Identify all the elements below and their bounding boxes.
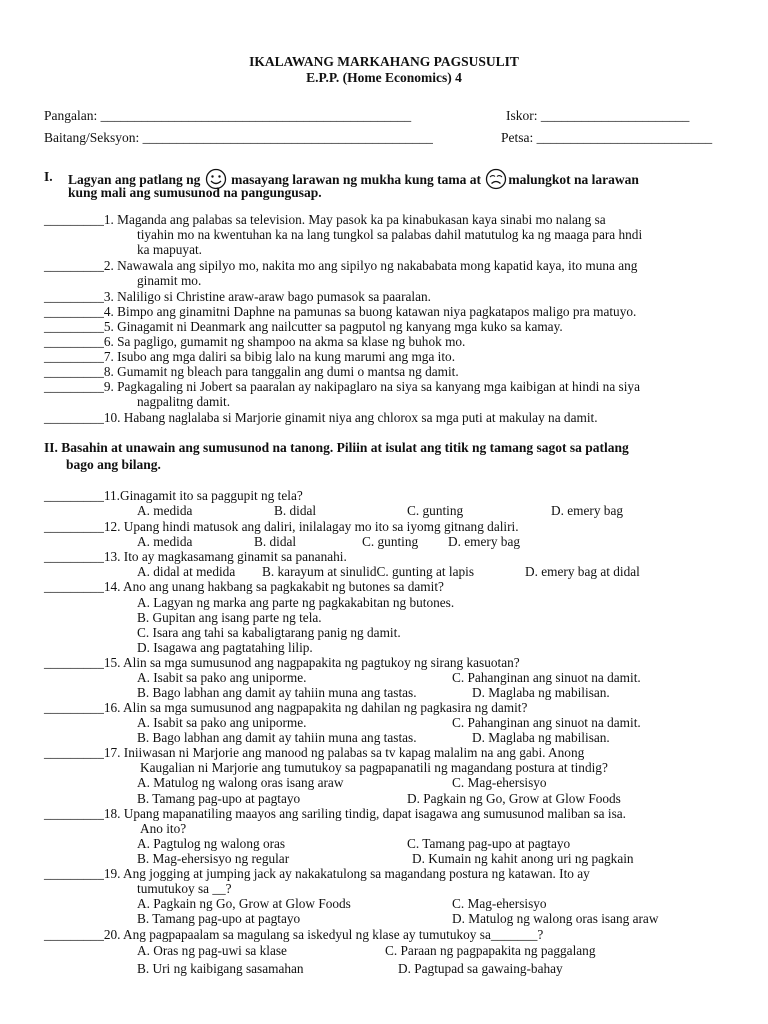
grade-section-field[interactable]: Baitang/Seksyon: ___________________________________________: [44, 130, 433, 145]
choice: D. Kumain ng kahit anong uri ng pagkain: [412, 851, 634, 866]
item-9-cont: nagpalitng damit.: [137, 394, 231, 409]
item-12: _________12. Upang hindi matusok ang daliri, inilalagay mo ito sa iyomg gitnang daliri.: [44, 519, 519, 534]
choice: C. Pahanginan ang sinuot na damit.: [452, 670, 641, 685]
choice: C. Tamang pag-upo at pagtayo: [407, 836, 571, 851]
choice: B. Uri ng kaibigang sasamahan: [137, 961, 304, 976]
choice: D. Matulog ng walong oras isang araw: [452, 911, 659, 926]
exam-title: IKALAWANG MARKAHANG PAGSUSULIT: [249, 54, 519, 69]
item-11: _________11.Ginagamit ito sa paggupit ng tela?: [44, 488, 303, 503]
choice: B. Bago labhan ang damit ay tahiin muna ang tastas.: [137, 685, 417, 700]
item-20: _________20. Ang pagpapaalam sa magulang sa iskedyul ng klase ay tumutukoy sa_______?: [44, 927, 544, 942]
choice: A. Pagkain ng Go, Grow at Glow Foods: [137, 896, 351, 911]
score-field[interactable]: Iskor: ______________________: [506, 108, 690, 123]
choice: B. Bago labhan ang damit ay tahiin muna ang tastas.: [137, 730, 417, 745]
item-2: _________2. Nawawala ang sipilyo mo, nakita mo ang sipilyo ng nakababata mong kapatid kaya, ito muna ang: [44, 258, 638, 273]
choice: A. Matulog ng walong oras isang araw: [137, 775, 344, 790]
choice: C. Mag-ehersisyo: [452, 775, 547, 790]
choice: A. medida: [137, 503, 193, 518]
choice: C. Mag-ehersisyo: [452, 896, 547, 911]
item-9: _________9. Pagkagaling ni Jobert sa paaralan ay nakipaglaro na siya sa kanyang mga kaibigan at hindi na siya: [44, 379, 640, 394]
choice: B. Mag-ehersisyo ng regular: [137, 851, 290, 866]
item-5: _________5. Ginagamit ni Deanmark ang nailcutter sa pagputol ng kanyang mga kuko sa kamay.: [44, 319, 563, 334]
section-2-instructions-line1: II. Basahin at unawain ang sumusunod na tanong. Piliin at isulat ang titik ng tamang sagot sa patlang: [44, 440, 629, 455]
item-3: _________3. Naliligo si Christine araw-araw bago pumasok sa paaralan.: [44, 289, 431, 304]
choice: A. medida: [137, 534, 193, 549]
choice: A. Lagyan ng marka ang parte ng pagkakabitan ng butones.: [137, 595, 455, 610]
item-8: _________8. Gumamit ng bleach para tanggalin ang dumi o mantsa ng damit.: [44, 364, 459, 379]
item-17: _________17. Iniiwasan ni Marjorie ang manood ng palabas sa tv kapag malalim na ang gabi. Anong: [44, 745, 585, 760]
choice: D. emery bag at didal: [525, 564, 640, 579]
item-6: _________6. Sa pagligo, gumamit ng shampoo na akma sa klase ng buhok mo.: [44, 334, 466, 349]
choice: C. Paraan ng pagpapakita ng paggalang: [385, 943, 596, 958]
item-14: _________14. Ano ang unang hakbang sa pagkakabit ng butones sa damit?: [44, 579, 444, 594]
choice: D. Maglaba ng mabilisan.: [472, 730, 610, 745]
section-2-instructions-line2: bago ang bilang.: [66, 457, 161, 472]
choice: B. didal: [274, 503, 317, 518]
choice: D. Isagawa ang pagtatahing lilip.: [137, 640, 313, 655]
choice: C. Pahanginan ang sinuot na damit.: [452, 715, 641, 730]
item-1-cont: ka mapuyat.: [137, 242, 202, 257]
item-2-cont: ginamit mo.: [137, 273, 202, 288]
choice: C. gunting: [407, 503, 464, 518]
item-1-cont: tiyahin mo na kwentuhan ka na lang tungkol sa palabas dahil matutulog ka ng maaga para hndi: [137, 227, 643, 242]
choice: D. emery bag: [448, 534, 520, 549]
choice: A. Isabit sa pako ang uniporme.: [137, 715, 307, 730]
choice: B. karayum at sinulidC. gunting at lapis: [262, 564, 474, 579]
choice: B. Gupitan ang isang parte ng tela.: [137, 610, 322, 625]
item-13: _________13. Ito ay magkasamang ginamit sa pananahi.: [44, 549, 347, 564]
choice: B. Tamang pag-upo at pagtayo: [137, 911, 301, 926]
section-1-text-c: malungkot na larawan: [508, 172, 639, 188]
choice: A. Oras ng pag-uwi sa klase: [137, 943, 287, 958]
section-1-number: I.: [44, 169, 53, 184]
choice: A. didal at medida: [137, 564, 236, 579]
item-18-cont: Ano ito?: [140, 821, 187, 836]
choice: D. emery bag: [551, 503, 623, 518]
choice: D. Pagkain ng Go, Grow at Glow Foods: [407, 791, 621, 806]
item-15: _________15. Alin sa mga sumusunod ang nagpapakita ng pagtukoy ng sirang kasuotan?: [44, 655, 520, 670]
date-field[interactable]: Petsa: __________________________: [501, 130, 713, 145]
item-1: _________1. Maganda ang palabas sa television. May pasok ka pa kinabukasan kaya sinabi mo nalang sa: [44, 212, 606, 227]
choice: B. didal: [254, 534, 297, 549]
choice: D. Maglaba ng mabilisan.: [472, 685, 610, 700]
section-1-text-a: Lagyan ang patlang ng: [68, 172, 201, 188]
item-4: _________4. Bimpo ang ginamitni Daphne na pamunas sa buong katawan niya pagkatapos maligo pra matuyo.: [44, 304, 637, 319]
item-17-cont: Kaugalian ni Marjorie ang tumutukoy sa pagpapanatili ng magandang postura at tindig?: [140, 760, 608, 775]
item-10: _________10. Habang naglalaba si Marjorie ginamit niya ang chlorox sa mga puti at makulay na damit.: [44, 410, 598, 425]
sad-face-icon: [484, 168, 508, 194]
item-7: _________7. Isubo ang mga daliri sa bibig lalo na kung marumi ang mga ito.: [44, 349, 456, 364]
exam-subtitle: E.P.P. (Home Economics) 4: [306, 70, 462, 85]
choice: A. Pagtulog ng walong oras: [137, 836, 286, 851]
item-19: _________19. Ang jogging at jumping jack ay nakakatulong sa magandang postura ng katawan. Ito ay: [44, 866, 590, 881]
choice: B. Tamang pag-upo at pagtayo: [137, 791, 301, 806]
item-16: _________16. Alin sa mga sumusunod ang nagpapakita ng dahilan ng pagkasira ng damit?: [44, 700, 528, 715]
name-field[interactable]: Pangalan: ______________________________________________: [44, 108, 412, 123]
choice: C. Isara ang tahi sa kabaligtarang panig ng damit.: [137, 625, 401, 640]
section-1-text-b: masayang larawan ng mukha kung tama at: [231, 172, 481, 188]
item-19-cont: tumutukoy sa __?: [137, 881, 232, 896]
item-18: _________18. Upang mapanatiling maayos ang sariling tindig, dapat isagawa ang sumusunod maliban sa isa.: [44, 806, 626, 821]
choice: D. Pagtupad sa gawaing-bahay: [398, 961, 563, 976]
choice: C. gunting: [362, 534, 419, 549]
choice: A. Isabit sa pako ang uniporme.: [137, 670, 307, 685]
section-1-text-d: kung mali ang sumusunod na pangungusap.: [68, 185, 322, 200]
